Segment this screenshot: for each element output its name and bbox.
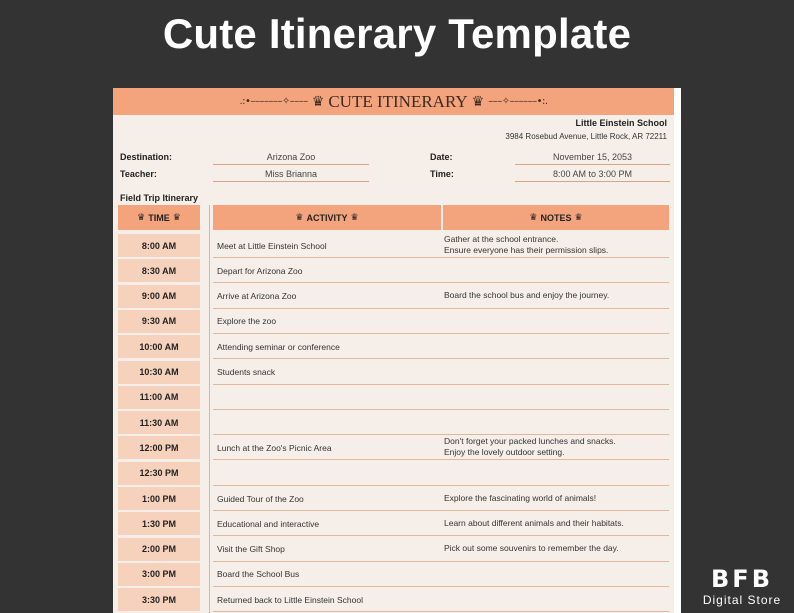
time-header-label: TIME — [148, 212, 170, 223]
notes-cell — [444, 309, 669, 333]
activity-cell: Lunch at the Zoo's Picnic Area — [217, 442, 332, 453]
time-cell: 10:30 AM — [118, 361, 200, 384]
time-cell: 3:00 PM — [118, 563, 200, 586]
row-divider — [213, 611, 669, 612]
crown-icon: ♛ — [172, 212, 181, 223]
notes-header-label: NOTES — [540, 212, 572, 223]
notes-cell — [444, 385, 669, 409]
banner-ornament-right: –––✧––––––•:. — [488, 96, 548, 107]
page-heading: Cute Itinerary Template — [162, 10, 632, 57]
note-line: Don't forget your packed lunches and snacks. — [444, 436, 616, 447]
section-title: Field Trip Itinerary — [120, 193, 199, 203]
notes-cell — [444, 233, 669, 257]
crown-icon: ♛ — [529, 212, 538, 223]
teacher-label: Teacher: — [120, 169, 157, 179]
notes-cell — [444, 410, 669, 434]
crown-icon: ♛ — [350, 212, 359, 223]
activity-cell: Arrive at Arizona Zoo — [217, 291, 297, 302]
school-name: Little Einstein School — [575, 118, 667, 128]
time-cell: 11:00 AM — [118, 386, 200, 409]
notes-cell — [444, 334, 669, 358]
time-cell: 9:00 AM — [118, 285, 200, 308]
note-line: Enjoy the lovely outdoor setting. — [444, 447, 565, 458]
time-cell: 2:00 PM — [118, 538, 200, 561]
notes-cell — [444, 486, 669, 510]
teacher-field: Miss Brianna — [213, 168, 369, 182]
banner-title: CUTE ITINERARY — [328, 91, 468, 111]
school-address: 3984 Rosebud Avenue, Little Rock, AR 72211 — [505, 132, 667, 141]
destination-field: Arizona Zoo — [213, 151, 369, 165]
notes-cell — [444, 360, 669, 384]
brand-subtitle: Digital Store — [702, 593, 782, 607]
time-cell: 1:30 PM — [118, 512, 200, 535]
date-label: Date: — [430, 152, 453, 162]
date-field: November 15, 2053 — [515, 151, 670, 165]
activity-cell: Returned back to Little Einstein School — [217, 594, 364, 605]
time-cell: 11:30 AM — [118, 411, 200, 434]
crown-icon: ♛ — [137, 212, 146, 223]
banner-ornament-left: .:•–––––––✧–––– — [239, 96, 308, 107]
notes-cell — [444, 284, 669, 308]
time-cell: 8:00 AM — [118, 234, 200, 257]
time-cell: 12:00 PM — [118, 436, 200, 459]
notes-cell — [444, 587, 669, 611]
sheet-edge — [674, 88, 681, 613]
time-cell: 8:30 AM — [118, 259, 200, 282]
activity-cell: Educational and interactive — [217, 518, 320, 529]
notes-cell — [444, 461, 669, 485]
time-cell: 12:30 PM — [118, 462, 200, 485]
note-line: Ensure everyone has their permission slips. — [444, 245, 609, 255]
notes-cell — [444, 258, 669, 282]
activity-cell: Visit the Gift Shop — [217, 544, 285, 555]
activity-cell: Students snack — [217, 367, 276, 377]
brand-logo — [694, 567, 790, 611]
itinerary-banner — [113, 88, 674, 115]
activity-cell: Depart for Arizona Zoo — [217, 265, 303, 276]
time-cell: 1:00 PM — [118, 487, 200, 510]
activity-cell — [217, 411, 439, 434]
activity-cell: Board the School Bus — [217, 569, 300, 580]
note-line: Board the school bus and enjoy the journey. — [444, 290, 610, 301]
time-cell: 9:30 AM — [118, 310, 200, 333]
note-line: Gather at the school entrance. — [444, 234, 559, 244]
time-column-header — [118, 205, 200, 230]
notes-cell — [444, 435, 669, 459]
notes-cell — [444, 562, 669, 586]
brand-mark: BFB — [711, 565, 773, 593]
activity-cell: Explore the zoo — [217, 316, 277, 327]
notes-column-header — [443, 205, 669, 230]
note-line: Pick out some souvenirs to remember the day. — [444, 543, 619, 554]
crown-icon: ♛ — [471, 93, 485, 110]
activity-cell — [217, 386, 439, 409]
notes-cell — [444, 511, 669, 535]
note-line: Learn about different animals and their habitats. — [444, 517, 624, 528]
activity-cell: Attending seminar or conference — [217, 341, 340, 352]
crown-icon: ♛ — [311, 93, 325, 110]
activity-cell — [217, 462, 439, 485]
activity-header-label: ACTIVITY — [306, 212, 348, 223]
destination-label: Destination: — [120, 152, 173, 162]
activity-cell: Guided Tour of the Zoo — [217, 493, 304, 504]
notes-cell — [444, 537, 669, 561]
itinerary-sheet — [113, 88, 681, 613]
time-cell: 10:00 AM — [118, 335, 200, 358]
time-cell: 3:30 PM — [118, 588, 200, 611]
column-divider — [209, 205, 210, 613]
note-line: Explore the fascinating world of animals! — [444, 492, 597, 503]
time-label: Time: — [430, 169, 454, 179]
activity-cell: Meet at Little Einstein School — [217, 240, 327, 251]
activity-column-header — [213, 205, 441, 230]
time-field: 8:00 AM to 3:00 PM — [515, 168, 670, 182]
crown-icon: ♛ — [295, 212, 304, 223]
crown-icon: ♛ — [574, 212, 583, 223]
